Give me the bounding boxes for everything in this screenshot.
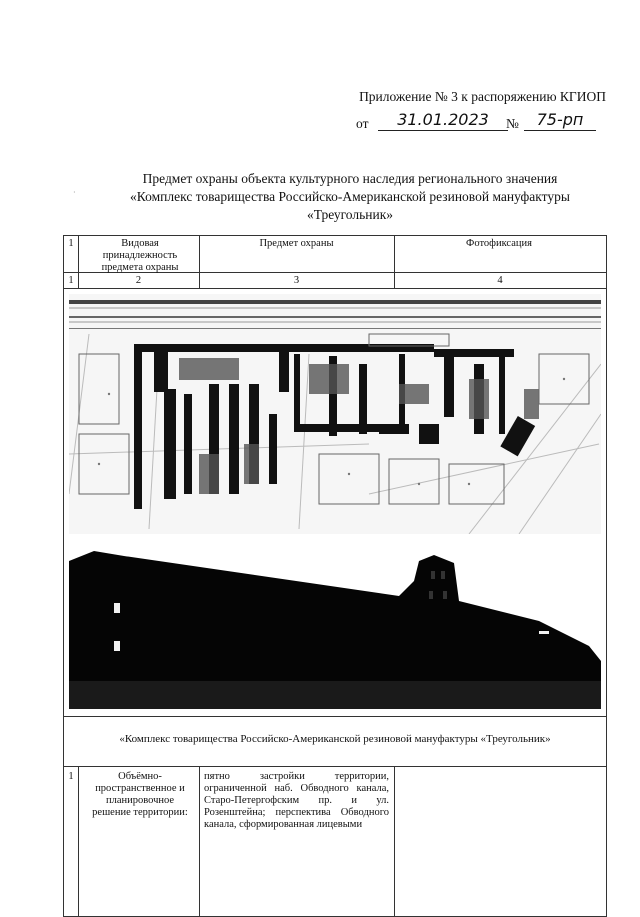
- row-1-type: Объёмно-пространственное и планировочное решение территории:: [92, 771, 188, 818]
- header-col-3: Предмет охраны: [259, 238, 334, 249]
- complex-caption: «Комплекс товарищества Российско-Американской резиновой мануфактуры «Треугольник»: [119, 733, 551, 745]
- row-divider: [64, 766, 606, 767]
- header-col-2: Видовая принадлежность предмета охраны: [101, 238, 179, 273]
- number-label: №: [506, 116, 519, 131]
- title-line-2: «Комплекс товарищества Российско-Американской резиновой мануфактуры: [130, 189, 570, 204]
- header-col-1: 1: [68, 238, 74, 249]
- column-divider: [199, 766, 200, 916]
- column-divider: [78, 766, 79, 916]
- title-line-1: Предмет охраны объекта культурного наследия регионального значения: [142, 171, 558, 186]
- situation-plan-map: [69, 294, 601, 534]
- row-divider: [64, 288, 606, 289]
- col-number-4: 4: [497, 275, 503, 286]
- scan-artifact: ·: [73, 188, 76, 197]
- appendix-text: Приложение № 3 к распоряжению КГИОП: [359, 89, 606, 104]
- from-label: от: [356, 116, 369, 131]
- title-line-3: «Треугольник»: [306, 207, 394, 222]
- document-number: 75-рп: [524, 110, 596, 131]
- protection-table: [63, 235, 607, 917]
- header-appendix: [356, 88, 606, 106]
- column-divider: [394, 766, 395, 916]
- row-1-number: 1: [68, 771, 74, 782]
- col-number-3: 3: [293, 275, 300, 286]
- row-divider: [64, 716, 606, 717]
- document-title: [110, 170, 590, 224]
- document-date: 31.01.2023: [378, 110, 508, 131]
- row-1-subject: пятно застройки территории, ограниченной наб. Обводного канала, Старо-Петергофским пр. и ул. Розенштейна; перспектива Обводного канала, сформированная лицевыми: [204, 771, 389, 830]
- document-reference: [356, 110, 606, 134]
- col-number-1: 1: [68, 275, 74, 286]
- col-number-2: 2: [135, 275, 142, 286]
- building-photo: [69, 541, 601, 709]
- header-col-4: Фотофиксация: [466, 238, 532, 249]
